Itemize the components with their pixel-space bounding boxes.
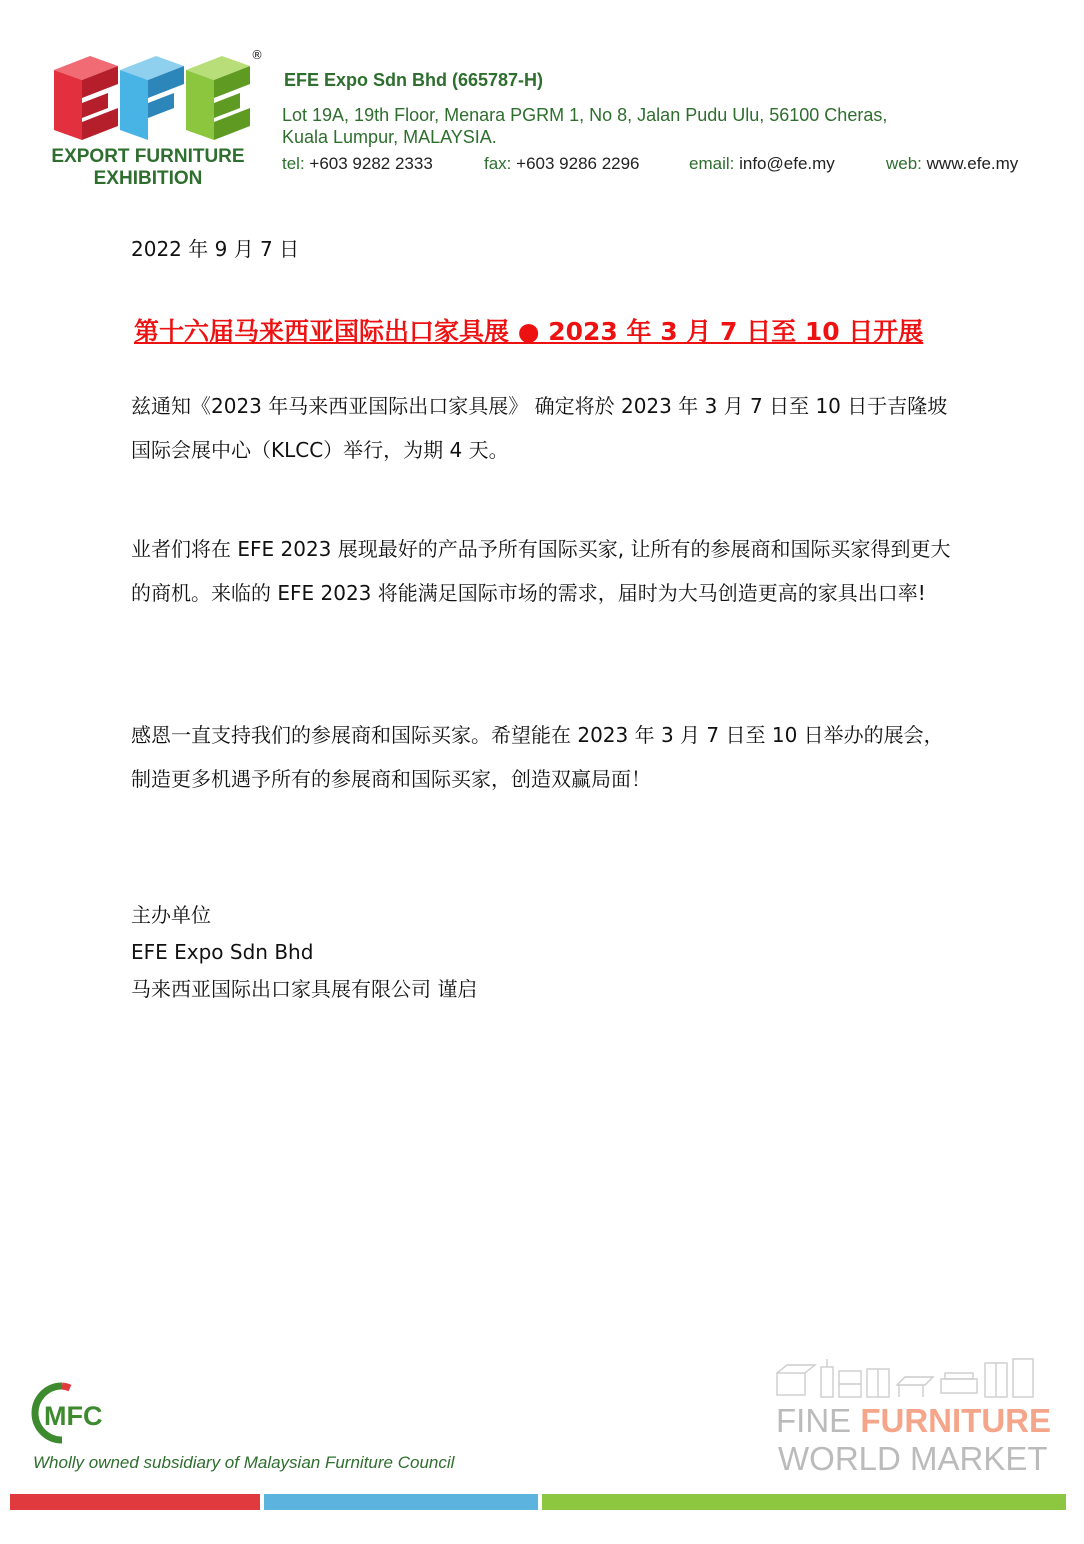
web-value[interactable]: www.efe.my <box>926 154 1019 173</box>
ffwm-fine: FINE <box>776 1402 861 1439</box>
mfc-logo <box>30 1382 130 1444</box>
contact-fax <box>484 154 640 174</box>
paragraph-2: 业者们将在 EFE 2023 展现最好的产品予所有国际买家, 让所有的参展商和国际买家得到更大的商机。来临的 EFE 2023 将能满足国际市场的需求，届时为大马创造更高的家具出口率! <box>131 537 951 605</box>
logo-letter-e-red <box>54 56 118 140</box>
email-label: email: <box>689 154 735 173</box>
ffwm-line-1 <box>776 1402 1051 1440</box>
tel-value: +603 9282 2333 <box>309 154 433 173</box>
mfc-logo-text: MFC <box>44 1401 103 1431</box>
ffwm-furniture: FURNITURE <box>860 1402 1051 1439</box>
letter-date: 2022 年 9 月 7 日 <box>131 237 300 261</box>
fax-label: fax: <box>484 154 512 173</box>
footer-bar-red <box>10 1494 260 1510</box>
signature-company-cn: 马来西亚国际出口家具展有限公司 谨启 <box>131 977 478 1001</box>
furniture-icons <box>775 1357 1037 1403</box>
registered-mark: ® <box>251 48 263 62</box>
logo-letter-f-blue <box>120 56 184 140</box>
efe-logo <box>48 48 263 193</box>
mfc-logo-mark <box>30 1382 130 1444</box>
logo-subtitle-line1: EXPORT FURNITURE <box>51 146 245 167</box>
efe-logo-mark <box>48 48 253 143</box>
letter-title: 第十六届马来西亚国际出口家具展 ● 2023 年 3 月 7 日至 10 日开展 <box>134 317 924 346</box>
footer-bar-green <box>542 1494 1066 1510</box>
footer-bar-blue <box>264 1494 538 1510</box>
logo-letter-e-green <box>186 56 250 140</box>
email-value[interactable]: info@efe.my <box>739 154 835 173</box>
web-label: web: <box>886 154 922 173</box>
address-line-1: Lot 19A, 19th Floor, Menara PGRM 1, No 8, Jalan Pudu Ulu, 56100 Cheras, <box>282 105 888 125</box>
contact-email[interactable] <box>689 154 835 174</box>
tel-label: tel: <box>282 154 305 173</box>
logo-subtitle-line2: EXHIBITION <box>93 168 203 189</box>
contact-web[interactable] <box>886 154 1018 174</box>
signature-company-en: EFE Expo Sdn Bhd <box>131 940 314 964</box>
contact-tel <box>282 154 433 174</box>
fax-value: +603 9286 2296 <box>516 154 640 173</box>
paragraph-3: 感恩一直支持我们的参展商和国际买家。希望能在 2023 年 3 月 7 日至 10 日举办的展会，制造更多机遇予所有的参展商和国际买家，创造双赢局面！ <box>131 723 944 791</box>
paragraph-1: 兹通知《2023 年马来西亚国际出口家具展》 确定将於 2023 年 3 月 7 日至 10 日于吉隆坡国际会展中心（KLCC）举行，为期 4 天。 <box>131 394 948 462</box>
address-line-2: Kuala Lumpur, MALAYSIA. <box>282 127 497 147</box>
ffwm-line-2: WORLD MARKET <box>778 1440 1048 1477</box>
company-name: EFE Expo Sdn Bhd (665787-H) <box>284 70 544 90</box>
mfc-tagline: Wholly owned subsidiary of Malaysian Furniture Council <box>33 1453 455 1472</box>
company-address <box>282 104 962 148</box>
signature-block <box>131 897 477 1008</box>
signature-organizer-label: 主办单位 <box>131 903 211 927</box>
